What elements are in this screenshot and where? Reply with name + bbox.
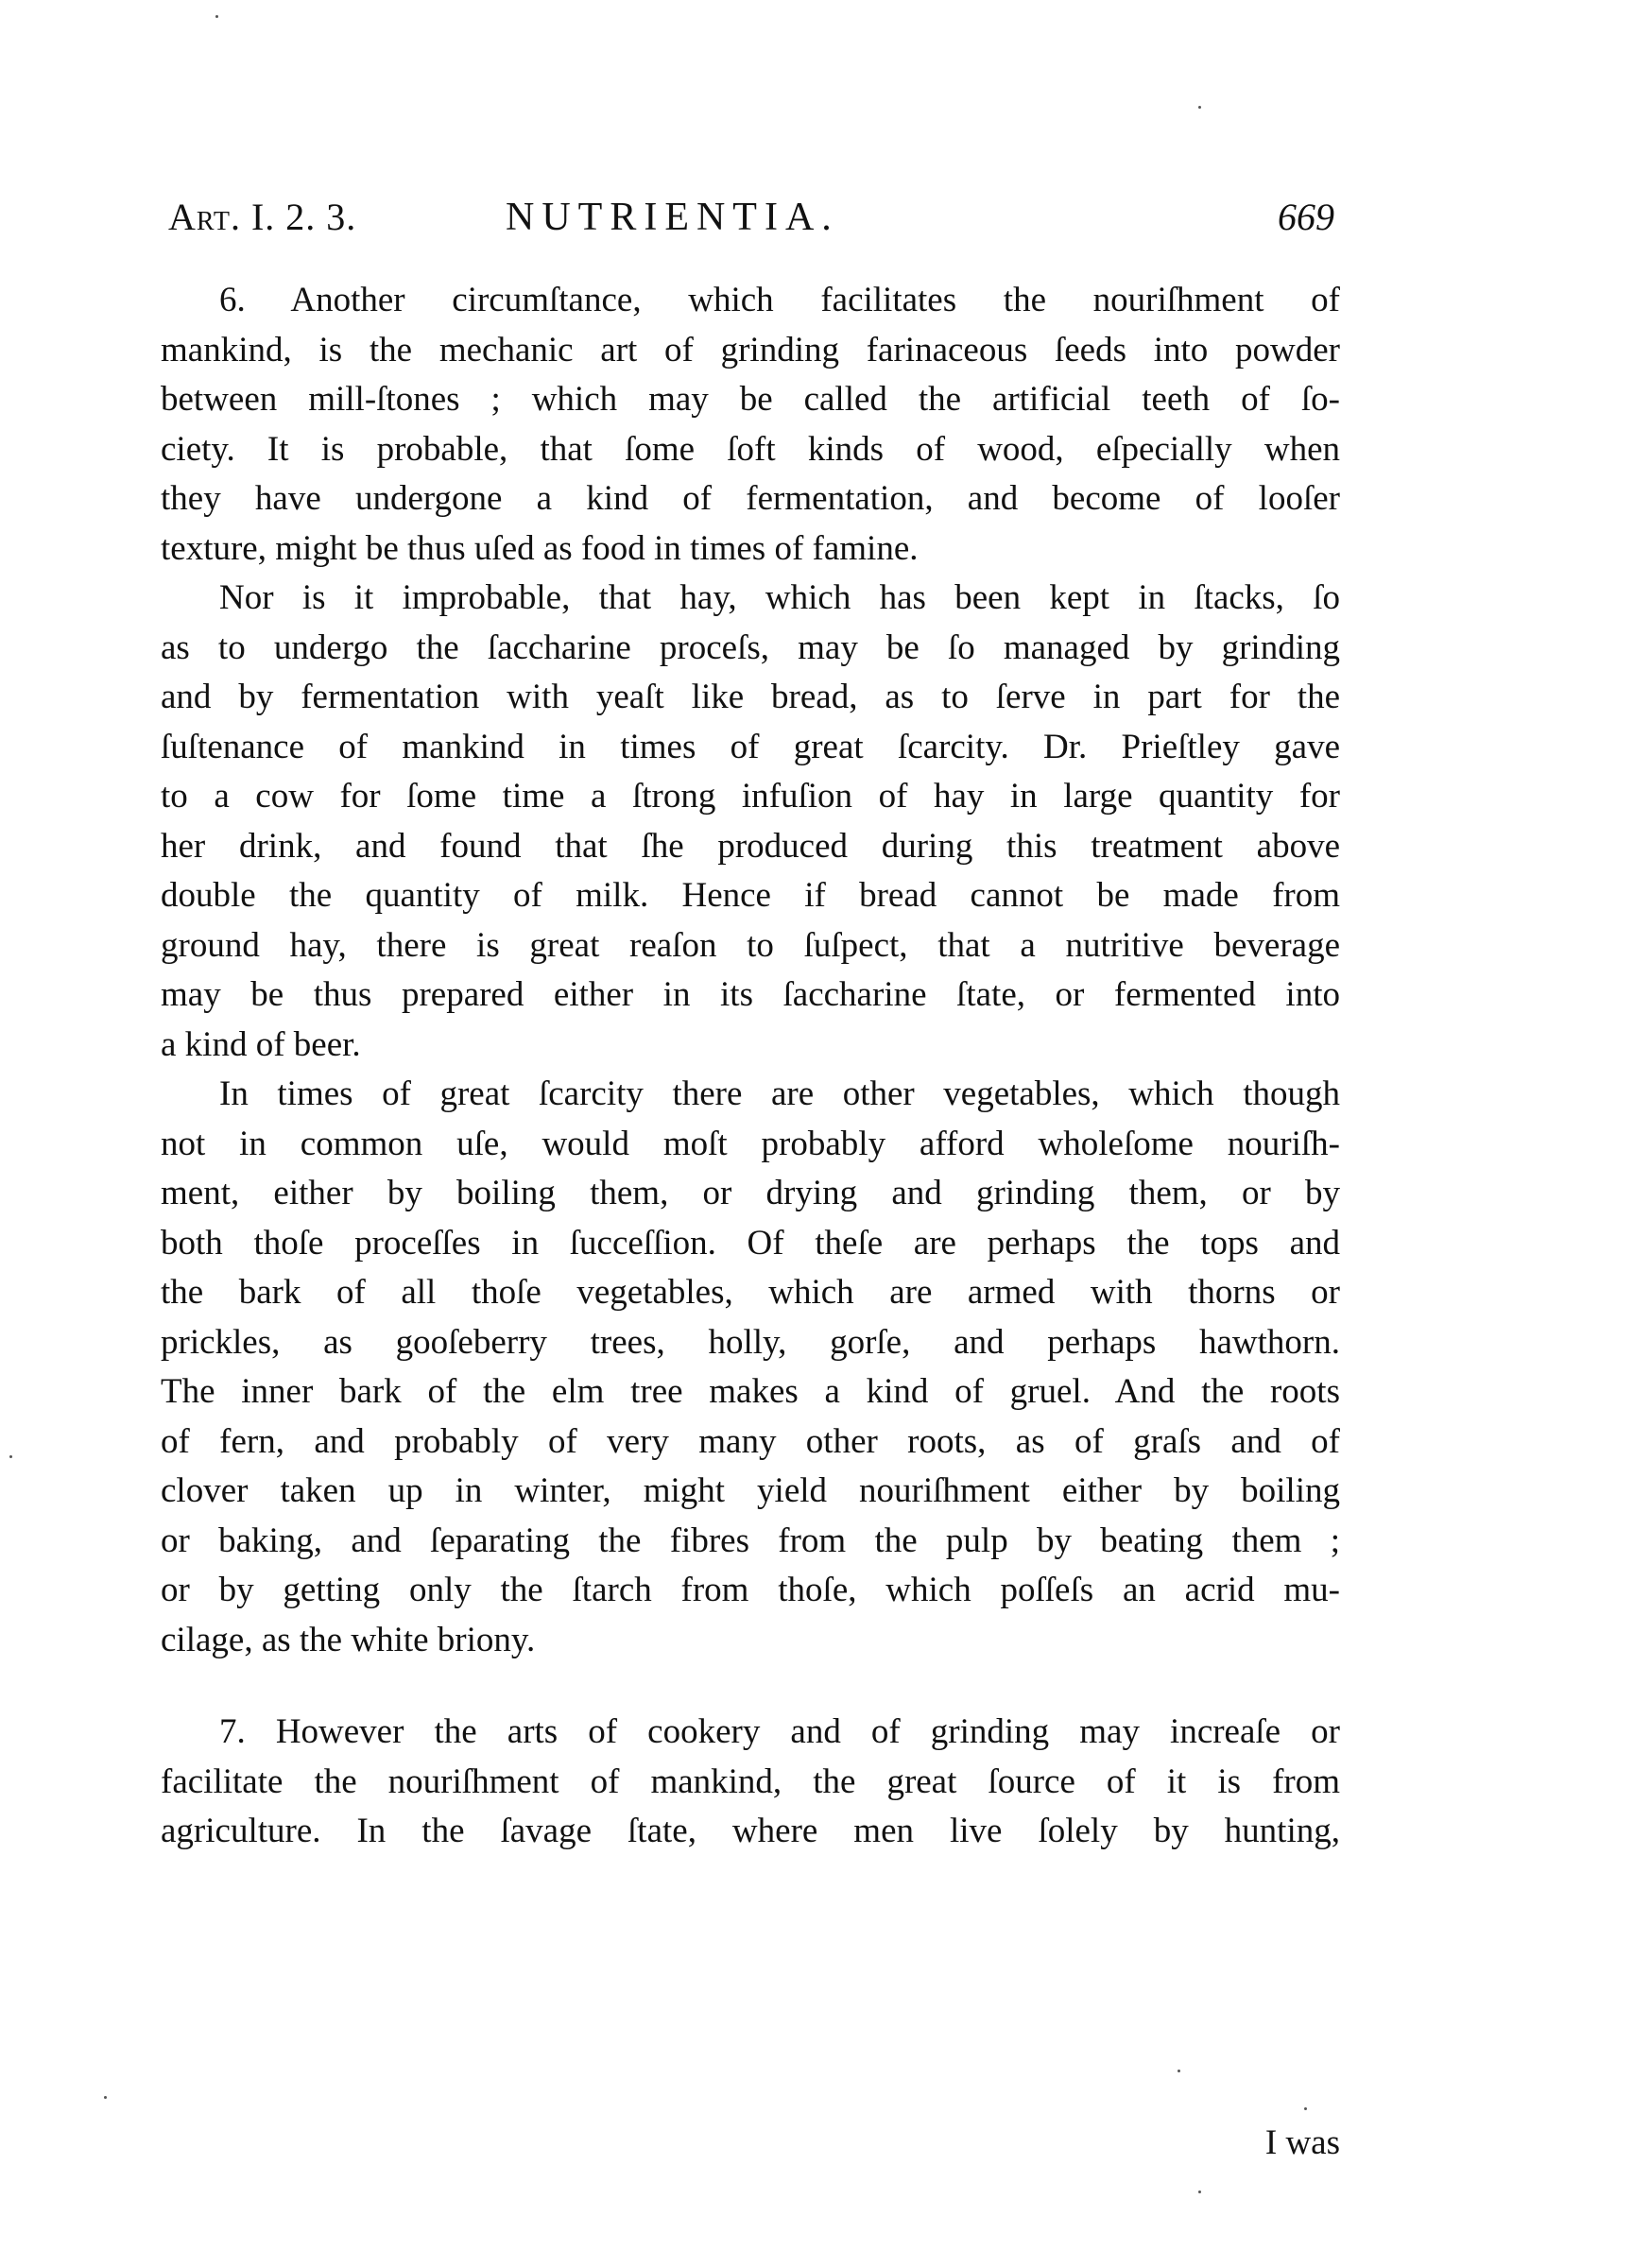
text-line: or by getting only the ſtarch from thoſe, which poſſeſs an acrid mu- [161,1571,1340,1609]
text-line: not in common uſe, would moſt probably afford wholeſome nouriſh- [161,1124,1340,1163]
text-line: ſuſtenance of mankind in times of great ſcarcity. Dr. Prieſtley gave [161,727,1340,766]
scan-speck [104,2096,107,2099]
text-line: as to undergo the ſaccharine proceſs, may be ſo managed by grinding [161,627,1340,667]
text-line: Nor is it improbable, that hay, which has been kept in ſtacks, ſo [219,578,1340,617]
text-line: In times of great ſcarcity there are other vegetables, which though [219,1074,1340,1113]
running-head [161,189,1351,246]
text-line: 6. Another circumſtance, which facilitates the nouriſhment of [219,281,1340,319]
text-line: facilitate the nouriſhment of mankind, the great ſource of it is from [161,1761,1340,1801]
text-line: cilage, as the white briony. [161,1620,536,1659]
text-line: they have undergone a kind of fermentation, and become of looſer [161,479,1340,518]
article-reference: Art. I. 2. 3. [168,196,357,238]
text-line: mankind, is the mechanic art of grinding farinaceous ſeeds into powder [161,330,1340,369]
text-line: her drink, and found that ſhe produced during this treatment above [161,826,1340,866]
scan-speck [1198,2191,1201,2193]
paragraph-section-6 [161,276,1340,574]
catchword: I was [1264,2123,1340,2162]
text-line: double the quantity of milk. Hence if bread cannot be made from [161,876,1340,915]
scan-speck [215,15,218,18]
text-line: texture, might be thus uſed as food in times of famine. [161,528,919,568]
section-spacer [161,1665,1340,1708]
scan-speck [1304,2107,1307,2110]
text-line: ground hay, there is great reaſon to ſuſpect, that a nutritive beverage [161,925,1340,965]
scan-speck [1198,106,1201,109]
text-line: The inner bark of the elm tree makes a kind of gruel. And the roots [161,1372,1340,1411]
text-line: agriculture. In the ſavage ſtate, where men live ſolely by hunting, [161,1812,1340,1850]
text-line: and by fermentation with yeaſt like bread, as to ſerve in part for the [161,678,1340,716]
text-line: between mill-ſtones ; which may be called the artificial teeth of ſo- [161,380,1340,419]
text-line: may be thus prepared either in its ſaccharine ſtate, or fermented into [161,975,1340,1014]
text-line: clover taken up in winter, might yield nouriſhment either by boiling [161,1471,1340,1510]
body-text [161,276,1340,1857]
paragraph-scarcity [161,1070,1340,1665]
text-line: to a cow for ſome time a ſtrong infuſion of hay in large quantity for [161,777,1340,816]
text-line: 7. However the arts of cookery and of grinding may increaſe or [219,1712,1340,1751]
scan-speck [1177,2070,1180,2072]
scan-speck [9,1455,12,1458]
page-number: 669 [1278,196,1334,238]
text-line: a kind of beer. [161,1024,361,1064]
section-title: NUTRIENTIA. [506,196,839,239]
text-line: the bark of all thoſe vegetables, which are armed with thorns or [161,1273,1340,1312]
text-line: prickles, as gooſeberry trees, holly, gorſe, and perhaps hawthorn. [161,1322,1340,1362]
text-line: ment, either by boiling them, or drying and grinding them, or by [161,1174,1340,1212]
paragraph-hay [161,574,1340,1070]
text-line: both thoſe proceſſes in ſucceſſion. Of theſe are perhaps the tops and [161,1223,1340,1263]
text-line: of fern, and probably of very many other roots, as of graſs and of [161,1421,1340,1461]
paragraph-section-7 [161,1708,1340,1857]
text-line: ciety. It is probable, that ſome ſoft kinds of wood, eſpecially when [161,429,1340,469]
text-line: or baking, and ſeparating the fibres from the pulp by beating them ; [161,1521,1340,1560]
